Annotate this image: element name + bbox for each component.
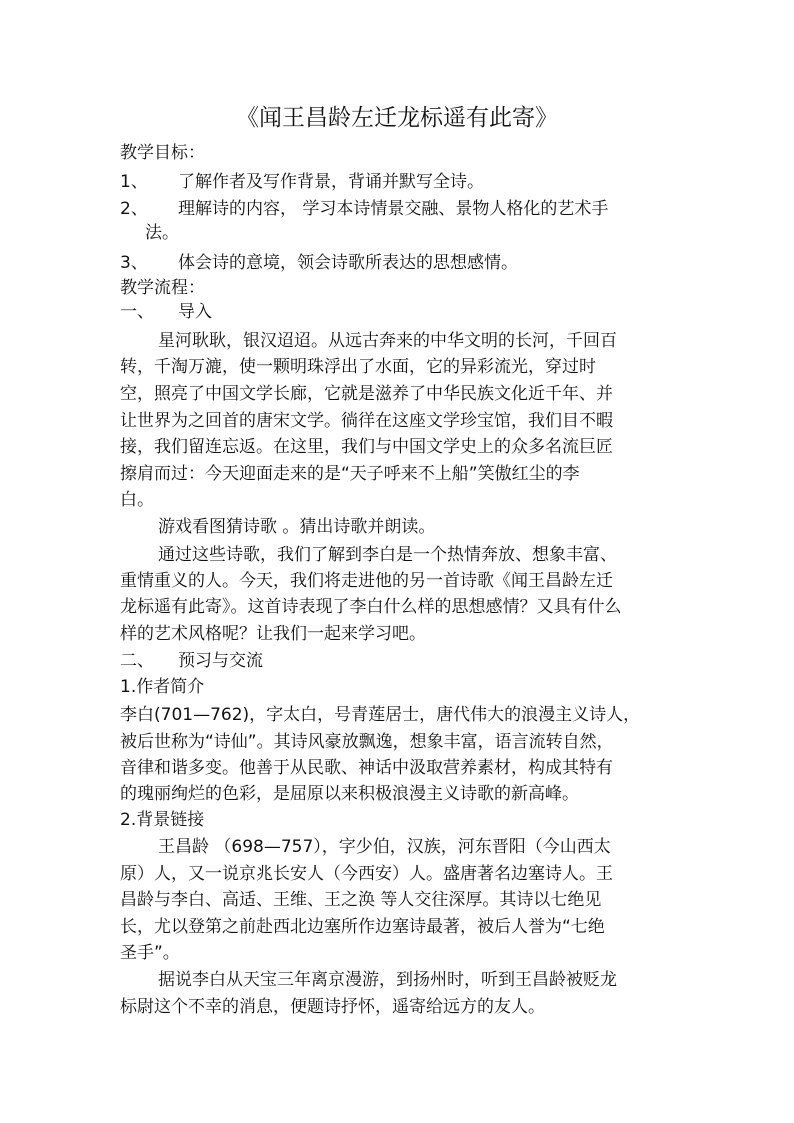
intro-para1-line: 白。 [120, 490, 154, 510]
author-heading: 1.作者简介 [120, 677, 205, 697]
goal-item-3-num: 3、 [120, 253, 148, 273]
page-title: 《闻王昌龄左迁龙标遥有此寄》 [236, 105, 558, 131]
intro-para2: 游戏看图猜诗歌 。猜出诗歌并朗读。 [158, 517, 436, 537]
intro-para1-line: 空，照亮了中国文学长廊，它就是滋养了中华民族文化近千年、并 [120, 384, 613, 404]
goals-heading: 教学目标： [120, 143, 205, 163]
background-para1-line: 王昌龄 （698—757），字少伯，汉族，河东晋阳（今山西太 [158, 837, 611, 857]
intro-para3-line: 样的艺术风格呢？让我们一起来学习吧。 [120, 624, 426, 644]
background-heading: 2.背景链接 [120, 810, 205, 830]
goal-item-2-num: 2、 [120, 199, 148, 219]
section-1-label: 导入 [178, 302, 212, 322]
author-line: 被后世称为“诗仙”。其诗风豪放飘逸，想象丰富，语言流转自然， [120, 732, 614, 752]
goal-item-1-text: 了解作者及写作背景，背诵并默写全诗。 [178, 172, 484, 192]
intro-para1-line: 接，我们留连忘返。在这里，我们与中国文学史上的众多名流巨匠 [120, 437, 613, 457]
background-para2-line: 据说李白从天宝三年离京漫游，到扬州时，听到王昌龄被贬龙 [158, 970, 617, 990]
goal-item-1-num: 1、 [120, 172, 148, 192]
author-line: 的瑰丽绚烂的色彩，是屈原以来积极浪漫主义诗歌的新高峰。 [120, 784, 579, 804]
intro-para1-line: 星河耿耿，银汉迢迢。从远古奔来的中华文明的长河，千回百 [158, 331, 617, 351]
author-line: 李白(701—762)，字太白，号青莲居士，唐代伟大的浪漫主义诗人， [120, 705, 641, 725]
background-para1-line: 圣手”。 [120, 943, 180, 963]
section-2-num: 二、 [120, 651, 154, 671]
goal-item-2-continuation: 法。 [145, 223, 179, 243]
process-heading: 教学流程： [120, 278, 205, 298]
intro-para1-line: 擦肩而过：今天迎面走来的是“天子呼来不上船”笑傲红尘的李 [120, 464, 580, 484]
goal-item-3-text: 体会诗的意境，领会诗歌所表达的思想感情。 [178, 253, 518, 273]
background-para1-line: 昌龄与李白、高适、王维、王之涣 等人交往深厚。其诗以七绝见 [120, 890, 602, 910]
background-para1-line: 原）人，又一说京兆长安人（今西安）人。盛唐著名边塞诗人。王 [120, 864, 613, 884]
intro-para1-line: 让世界为之回首的唐宋文学。徜徉在这座文学珍宝馆，我们目不暇 [120, 411, 613, 431]
background-para1-line: 长，尤以登第之前赴西北边塞所作边塞诗最著，被后人誉为“七绝 [120, 917, 605, 937]
section-1-num: 一、 [120, 302, 154, 322]
intro-para1-line: 转，千淘万漉，使一颗明珠浮出了水面，它的异彩流光，穿过时 [120, 357, 596, 377]
author-line: 音律和谐多变。他善于从民歌、神话中汲取营养素材，构成其特有 [120, 758, 613, 778]
background-para2-line: 标尉这个不幸的消息，便题诗抒怀，遥寄给远方的友人。 [120, 997, 545, 1017]
section-2-label: 预习与交流 [178, 651, 263, 671]
intro-para3-line: 通过这些诗歌，我们了解到李白是一个热情奔放、想象丰富、 [158, 545, 617, 565]
goal-item-2-text: 理解诗的内容， 学习本诗情景交融、景物人格化的艺术手 [178, 199, 609, 219]
intro-para3-line: 龙标遥有此寄》。这首诗表现了李白什么样的思想感情？又具有什么 [120, 597, 622, 617]
intro-para3-line: 重情重义的人。今天，我们将走进他的另一首诗歌《闻王昌龄左迁 [120, 571, 613, 591]
